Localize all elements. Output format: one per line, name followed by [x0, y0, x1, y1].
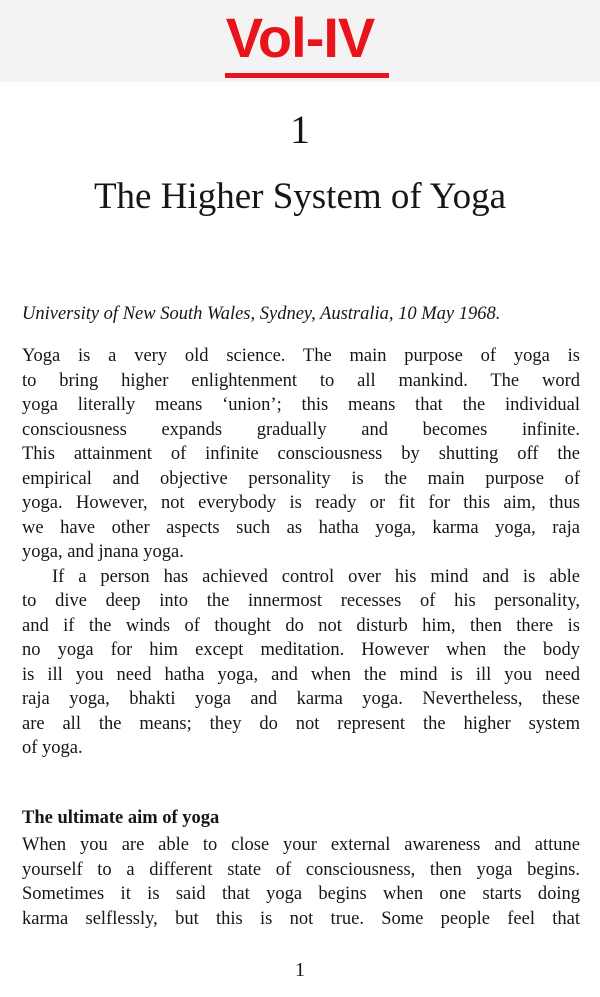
paragraph-line: to dive deep into the innermost recesses of his personality, — [22, 591, 580, 611]
paragraph-line: are all the means; they do not represent the higher system — [22, 713, 580, 734]
paragraph-line: yoga, and jnana yoga. — [22, 542, 184, 562]
dateline: University of New South Wales, Sydney, Australia, 10 May 1968. — [22, 304, 501, 324]
paragraph-line: to bring higher enlightenment to all mankind. The word — [22, 370, 580, 391]
paragraph-line: of yoga. — [22, 738, 83, 758]
section-heading: The ultimate aim of yoga — [22, 808, 220, 828]
paragraph-line: consciousness expands gradually and becomes infinite. — [22, 419, 580, 440]
paragraph-line: Yoga is a very old science. The main purpose of yoga is — [22, 346, 580, 366]
paragraph-line: This attainment of infinite consciousness by shutting off the — [22, 444, 580, 464]
paragraph-line: and if the winds of thought do not disturb him, then there is — [22, 615, 580, 636]
body-section-ultimate-aim — [22, 833, 580, 931]
paragraph-line: is ill you need hatha yoga, and when the mind is ill you need — [22, 664, 580, 685]
paragraph-line: no yoga for him except meditation. However when the body — [22, 640, 580, 660]
paragraph-line: yoga. However, not everybody is ready or fit for this aim, thus — [22, 493, 580, 513]
paragraph-line: karma selflessly, but this is not true. Some people feel that — [22, 908, 580, 929]
chapter-number: 1 — [290, 107, 310, 152]
paragraph-line: Sometimes it is said that yoga begins when one starts doing — [22, 884, 580, 904]
paragraph-line: yourself to a different state of consciousness, then yoga begins. — [22, 859, 580, 880]
paragraph-3 — [22, 833, 580, 931]
paragraph-line: raja yoga, bhakti yoga and karma yoga. Nevertheless, these — [22, 689, 580, 709]
paragraph-line: If a person has achieved control over his mind and is able — [52, 566, 580, 587]
body-section-intro — [22, 344, 580, 761]
volume-underline — [225, 73, 389, 78]
paragraph-line: empirical and objective personality is the main purpose of — [22, 468, 580, 489]
chapter-title: The Higher System of Yoga — [93, 176, 507, 217]
page-number: 1 — [295, 959, 305, 981]
paragraph-line: we have other aspects such as hatha yoga, karma yoga, raja — [22, 517, 580, 538]
paragraph-line: When you are able to close your external awareness and attune — [22, 835, 580, 855]
paragraph-line: yoga literally means ‘union’; this means that the individual — [22, 395, 580, 415]
volume-label: Vol-IV — [225, 6, 375, 69]
paragraph-1 — [22, 344, 580, 565]
volume-banner — [0, 0, 600, 82]
paragraph-2 — [22, 565, 580, 761]
